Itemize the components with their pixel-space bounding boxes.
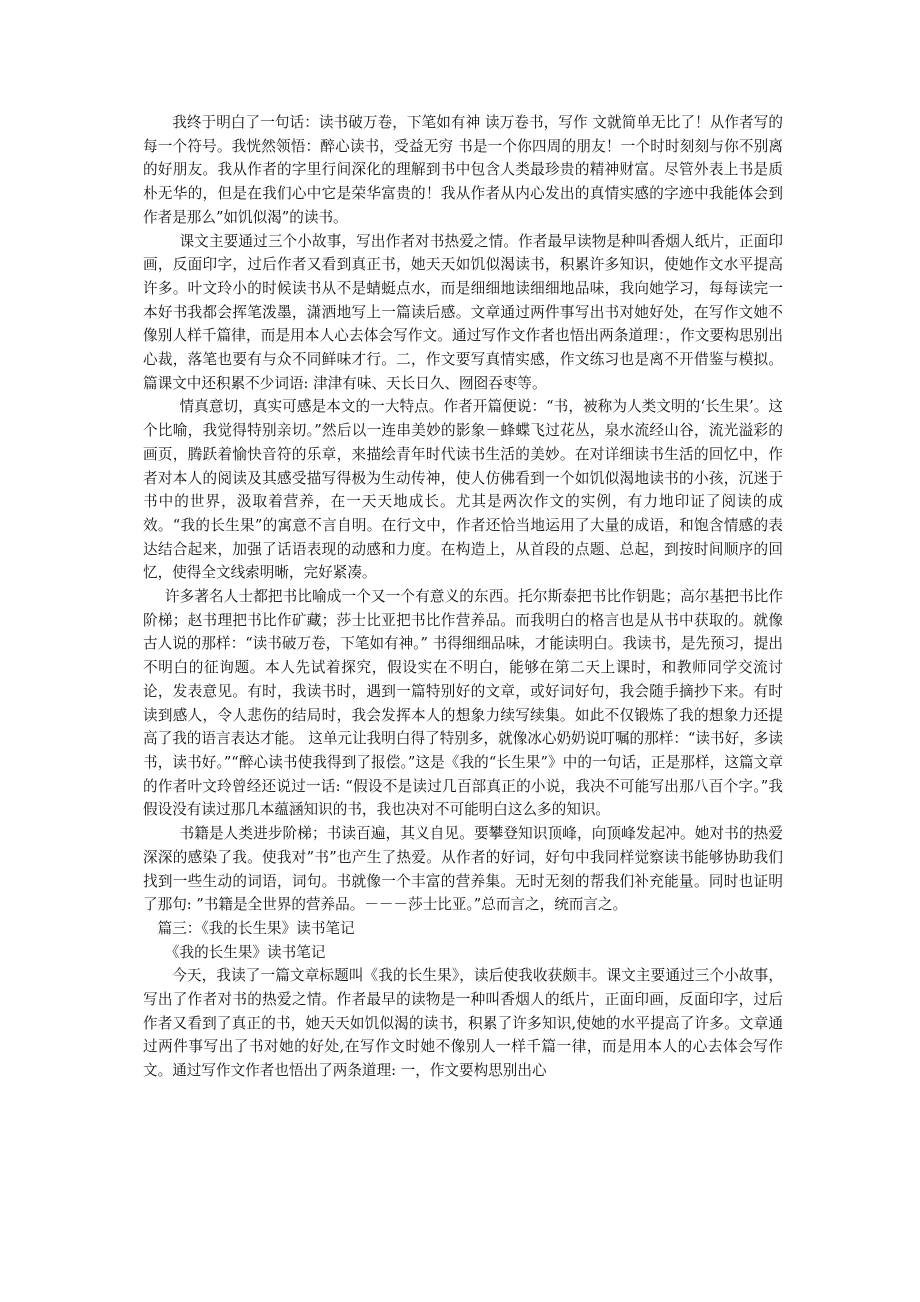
- document-page: [143, 111, 783, 1083]
- paragraph-3: 情真意切，真实可感是本文的一大特点。作者开篇便说：“书，被称为人类文明的‘长生果’。这个比喻，我觉得特别亲切。”然后以一连串美妙的影象－蜂蝶飞过花丛，泉水流经山谷，流光溢彩的画页，腾跃着愉快音符的乐章，来描绘青年时代读书生活的美妙。在对详细读书生活的回忆中，作者对本人的阅读及其感受描写得极为生动传神，使人仿佛看到一个如饥似渴地读书的小孩，沉迷于书中的世界，汲取着营养，在一天天地成长。尤其是两次作文的实例，有力地印证了阅读的成效。“我的长生果”的寓意不言自明。在行文中，作者还恰当地运用了大量的成语，和饱含情感的表达结合起来，加强了话语表现的动感和力度。在构造上，从首段的点题、总起，到按时间顺序的回忆，使得全文线索明晰，完好紧凑。: [143, 398, 783, 582]
- paragraph-4: 许多著名人士都把书比喻成一个又一个有意义的东西。托尔斯泰把书比作钥匙；高尔基把书比作阶梯；赵书理把书比作矿藏；莎士比亚把书比作营养品。而我明白的格言也是从书中获取的。就像古人说的那样：“读书破万卷，下笔如有神。” 书得细细品味，才能读明白。我读书，是先预习，提出不明白的征询题。本人先试着探究，假设实在不明白，能够在第二天上课时，和教师同学交流讨论，发表意见。有时，我读书时，遇到一篇特别好的文章，或好词好句，我会随手摘抄下来。有时读到感人，令人悲伤的结局时，我会发挥本人的想象力续写续集。如此不仅锻炼了我的想象力还提高了我的语言表达才能。 这单元让我明白得了特别多，就像冰心奶奶说叮嘱的那样：“读书好，多读书，读书好。”“醉心读书使我得到了报偿。”这是《我的“长生果”》中的一句话，正是那样，这篇文章的作者叶文玲曾经还说过一话: “假设不是读过几百部真正的小说，我决不可能写出那八百个字。”我假设没有读过那几本蕴涵知识的书，我也决对不可能明白这么多的知识。: [143, 588, 783, 819]
- paragraph-5: 书籍是人类进步阶梯；书读百遍，其义自见。要攀登知识顶峰，向顶峰发起冲。她对书的热爱深深的感染了我。使我对”书”也产生了热爱。从作者的好词，好句中我同样觉察读书能够协助我们找到一些生动的词语，词句。书就像一个丰富的营养集。无时无刻的帮我们补充能量。同时也证明了那句: ”书籍是全世界的营养品。－－－莎士比亚。”总而言之，统而言之。: [143, 825, 783, 914]
- paragraph-2: 课文主要通过三个小故事，写出作者对书热爱之情。作者最早读物是种叫香烟人纸片，正面印画，反面印字，过后作者又看到真正书，她天天如饥似渴读书，积累许多知识，使她作文水平提高许多。叶文玲小的时候读书从不是蜻蜓点水，而是细细地读细细地品味，我向她学习，每每读完一本好书我都会挥笔泼墨，潇洒地写上一篇读后感。文章通过两件事写出书对她好处，在写作文她不像别人样千篇律，而是用本人心去体会写作文。通过写作文作者也悟出两条道理：，作文要构思别出心裁，落笔也要有与众不同鲜味才行。二，作文要写真情实感，作文练习也是离不开借鉴与模拟。篇课文中还积累不少词语: 津津有味、天长日久、囫囵吞枣等。: [143, 232, 783, 392]
- paragraph-6: 今天，我读了一篇文章标题叫《我的长生果》，读后使我收获颇丰。课文主要通过三个小故事，写出了作者对书的热爱之情。作者最早的读物是一种叫香烟人的纸片，正面印画，反面印字，过后作者又看到了真正的书，她天天如饥似渴的读书，积累了许多知识,使她的水平提高了许多。文章通过两件事写出了书对她的好处,在写作文时她不像别人一样千篇一律，而是用本人的心去体会写作文。通过写作文作者也悟出了两条道理: 一，作文要构思别出心: [143, 967, 783, 1080]
- paragraph-1: 我终于明白了一句话：读书破万卷，下笔如有神 读万卷书，写作 文就简单无比了！从作者写的每一个符号。我恍然领悟：醉心读书，受益无穷 书是一个你四周的朋友！一个时时刻刻与你不别离的好朋友。我从作者的字里行间深化的理解到书中包含人类最珍贵的精神财富。尽管外表上书是质朴无华的，但是在我们心中它是荣华富贵的！我从作者从内心发出的真情实感的字迹中我能体会到作者是那么”如饥似渴”的读书。: [143, 114, 783, 226]
- section-heading: 篇三：《我的长生果》读书笔记: [157, 919, 355, 937]
- section-subtitle: 《我的长生果》读书笔记: [164, 943, 326, 961]
